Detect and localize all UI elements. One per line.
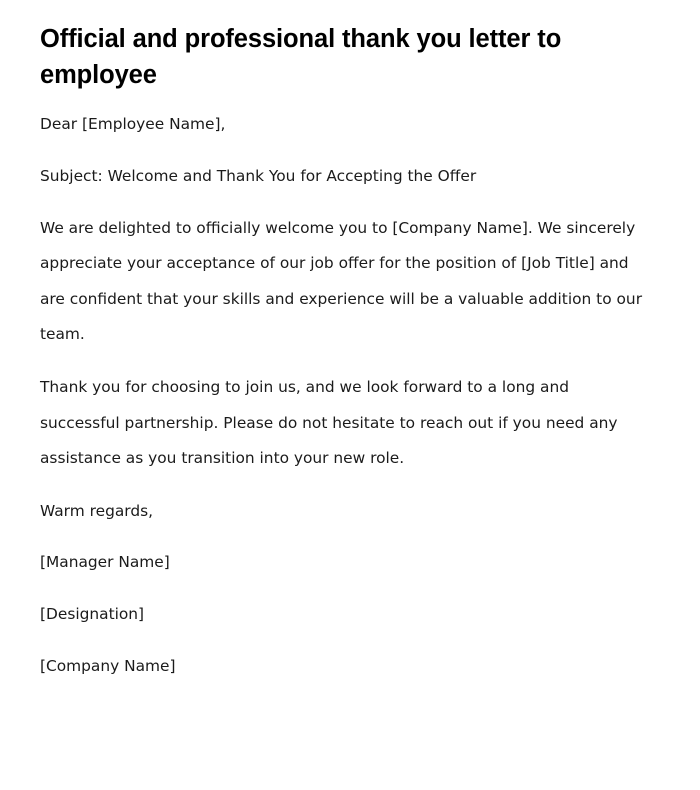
signature-manager-name: [Manager Name] <box>40 553 170 572</box>
letter-body <box>40 107 647 684</box>
letter-closing: Warm regards, <box>40 501 154 520</box>
letter-paragraph-1: We are delighted to officially welcome you to [Company Name]. We sincerely appreciate your acceptance of our job offer for the position of [Job Title] and are confident that your skills and experience will be a valuable addition to our team. <box>40 218 647 344</box>
signature-company-name: [Company Name] <box>40 656 176 675</box>
page-title: Official and professional thank you letter to employee <box>40 25 562 89</box>
letter-subject-line: Subject: Welcome and Thank You for Accepting the Offer <box>40 166 477 185</box>
letter-paragraph-2: Thank you for choosing to join us, and we look forward to a long and successful partnership. Please do not hesitate to reach out if you need any assistance as you transition into your new role. <box>40 377 623 468</box>
signature-designation: [Designation] <box>40 604 145 623</box>
letter-salutation: Dear [Employee Name], <box>40 115 226 134</box>
